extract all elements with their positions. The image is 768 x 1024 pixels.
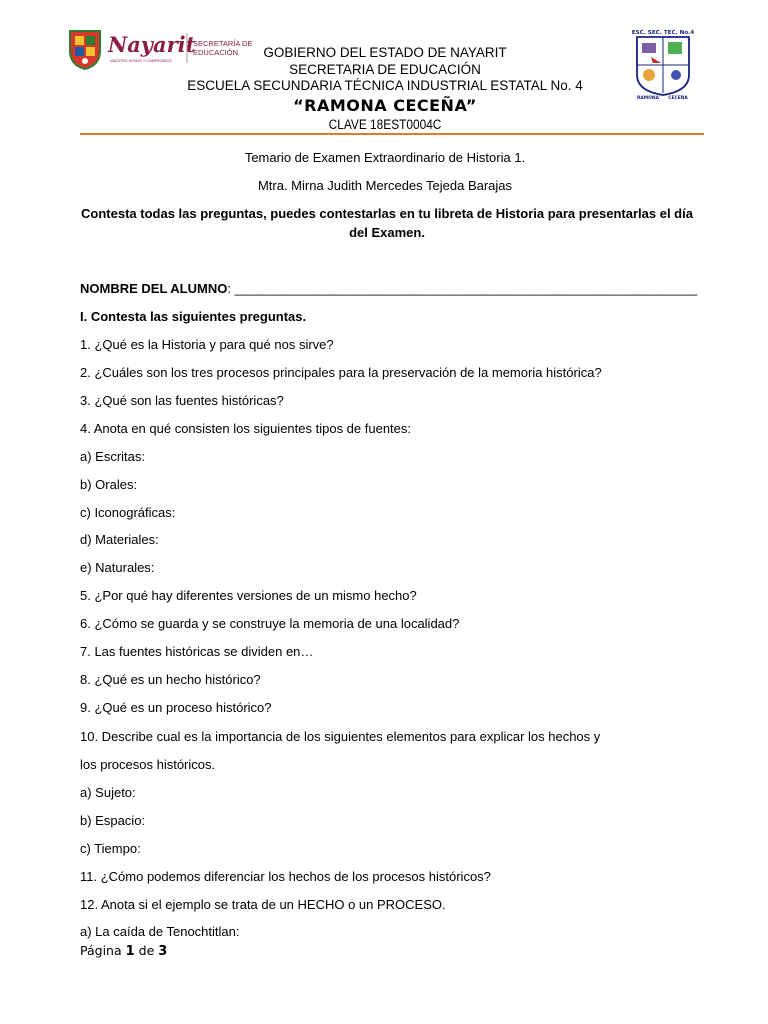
page-word: Página bbox=[80, 943, 122, 958]
school-logo-bottom-left: RAMONA bbox=[637, 96, 659, 100]
section-title: I. Contesta las siguientes preguntas. bbox=[80, 309, 307, 324]
question-item: c) Iconográficas: bbox=[80, 505, 176, 520]
school-emblem-logo bbox=[631, 27, 695, 100]
question-item: a) La caída de Tenochtitlan: bbox=[80, 924, 240, 939]
exam-title: Temario de Examen Extraordinario de Historia 1. bbox=[244, 150, 526, 165]
book-icon bbox=[642, 43, 656, 53]
question-item: 10. Describe cual es la importancia de los siguientes elementos para explicar los hechos y bbox=[80, 729, 601, 744]
question-item: 1. ¿Qué es la Historia y para qué nos sirve? bbox=[80, 337, 334, 352]
header-government: GOBIERNO DEL ESTADO DE NAYARIT bbox=[263, 45, 507, 60]
question-item: 6. ¿Cómo se guarda y se construye la memoria de una localidad? bbox=[80, 616, 460, 631]
gear-icon bbox=[643, 69, 655, 81]
total-pages: 3 bbox=[158, 944, 168, 959]
student-name-row bbox=[80, 281, 700, 296]
school-logo-bottom-right: CECEÑA bbox=[668, 96, 688, 100]
nayarit-shield-icon bbox=[70, 31, 100, 69]
question-item: 9. ¿Qué es un proceso histórico? bbox=[80, 700, 272, 715]
question-item: 2. ¿Cuáles son los tres procesos principales para la preservación de la memoria histórica? bbox=[80, 365, 602, 380]
teacher-name: Mtra. Mirna Judith Mercedes Tejeda Barajas bbox=[257, 178, 513, 193]
question-item: los procesos históricos. bbox=[80, 757, 216, 772]
computer-icon bbox=[668, 42, 682, 54]
secretariat-line2: EDUCACIÓN bbox=[193, 48, 239, 57]
question-item: 8. ¿Qué es un hecho histórico? bbox=[80, 672, 261, 687]
question-item: b) Orales: bbox=[80, 477, 138, 492]
question-item: 3. ¿Qué son las fuentes históricas? bbox=[80, 393, 284, 408]
nayarit-wordmark: Nayarit bbox=[108, 32, 196, 57]
question-item: b) Espacio: bbox=[80, 813, 146, 828]
student-name-label: NOMBRE DEL ALUMNO bbox=[80, 281, 228, 296]
question-item: a) Sujeto: bbox=[80, 785, 136, 800]
globe-icon bbox=[671, 70, 681, 80]
document-header bbox=[150, 45, 620, 133]
header-clave: CLAVE 18EST0004C bbox=[328, 116, 442, 132]
of-word: de bbox=[138, 943, 155, 958]
question-item: a) Escritas: bbox=[80, 449, 146, 464]
question-item: 11. ¿Cómo podemos diferenciar los hechos de los procesos históricos? bbox=[80, 869, 491, 884]
header-school-name: “RAMONA CECEÑA” bbox=[293, 95, 477, 115]
student-name-blank: : ________________________________________________________________ bbox=[227, 281, 698, 296]
header-secretariat: SECRETARIA DE EDUCACIÓN bbox=[289, 61, 481, 77]
question-item: 7. Las fuentes históricas se dividen en… bbox=[80, 644, 314, 659]
question-item: 4. Anota en qué consisten los siguientes tipos de fuentes: bbox=[80, 421, 412, 436]
question-item: 12. Anota si el ejemplo se trata de un HECHO o un PROCESO. bbox=[80, 897, 446, 912]
header-divider bbox=[80, 133, 704, 135]
secretariat-line1: SECRETARÍA DE bbox=[193, 39, 253, 48]
school-logo-top-text: ESC. SEC. TEC. No.4 bbox=[631, 30, 695, 36]
question-item: d) Materiales: bbox=[80, 532, 159, 547]
page-number-footer bbox=[80, 943, 167, 959]
current-page: 1 bbox=[125, 944, 135, 959]
header-school-type: ESCUELA SECUNDARIA TÉCNICA INDUSTRIAL ESTATAL No. 4 bbox=[187, 78, 583, 93]
question-item: c) Tiempo: bbox=[80, 841, 141, 856]
instructions: Contesta todas las preguntas, puedes contestarlas en tu libreta de Historia para presentarlas el día del Examen. bbox=[81, 206, 693, 240]
question-item: e) Naturales: bbox=[80, 560, 155, 575]
nayarit-motto: NUESTRO HONOR Y COMPROMISO bbox=[110, 59, 172, 63]
question-item: 5. ¿Por qué hay diferentes versiones de un mismo hecho? bbox=[80, 588, 417, 603]
